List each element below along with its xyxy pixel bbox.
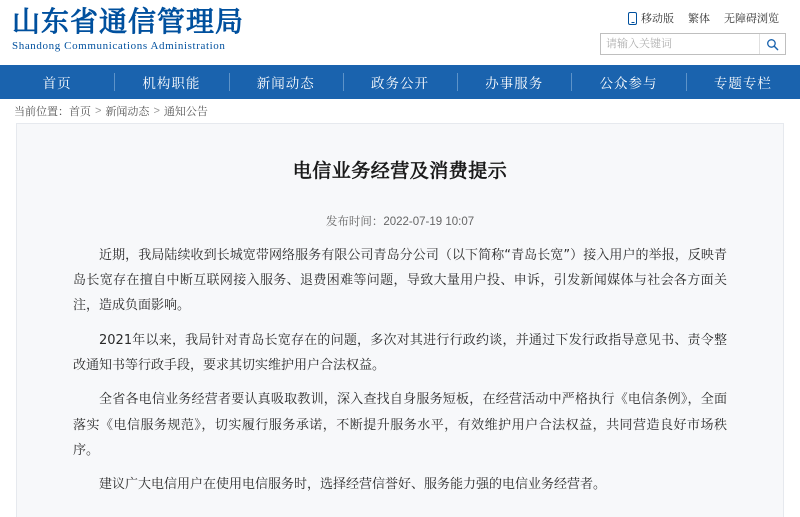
search-button[interactable] bbox=[759, 34, 785, 54]
breadcrumb-item-announcements[interactable]: 通知公告 bbox=[163, 106, 208, 118]
breadcrumb-prefix: 当前位置： bbox=[14, 106, 69, 118]
nav-item-public-participation-label: 公众参与 bbox=[599, 76, 658, 92]
top-link-accessibility[interactable] bbox=[717, 10, 786, 26]
nav-item-government-disclosure-label: 政务公开 bbox=[370, 76, 429, 92]
breadcrumb bbox=[0, 99, 800, 123]
search-input[interactable] bbox=[601, 34, 759, 54]
nav-item-organization[interactable] bbox=[114, 65, 228, 99]
nav-item-news[interactable] bbox=[229, 65, 343, 99]
nav-item-home-label: 首页 bbox=[42, 76, 72, 92]
article-paragraph: 2021年以来，我局针对青岛长宽存在的问题，多次对其进行行政约谈，并通过下发行政指导意见书、责令整改通知书等行政手段，要求其切实维护用户合法权益。 bbox=[73, 332, 727, 373]
article-card bbox=[16, 123, 784, 517]
search-icon bbox=[766, 38, 779, 51]
site-logo[interactable] bbox=[12, 6, 244, 52]
top-link-mobile[interactable] bbox=[621, 10, 681, 26]
nav-item-special-topics[interactable] bbox=[686, 65, 800, 99]
site-title-en: Shandong Communications Administration bbox=[12, 40, 226, 53]
article-paragraph: 建议广大电信用户在使用电信服务时，选择经营信誉好、服务能力强的电信业务经营者。 bbox=[99, 477, 607, 493]
nav-item-public-participation[interactable] bbox=[571, 65, 685, 99]
nav-item-special-topics-label: 专题专栏 bbox=[713, 76, 772, 92]
breadcrumb-item-home[interactable]: 首页 bbox=[69, 106, 91, 118]
breadcrumb-item-news[interactable]: 新闻动态 bbox=[105, 106, 150, 118]
site-title-cn: 山东省通信管理局 bbox=[12, 5, 245, 38]
breadcrumb-separator-2: > bbox=[153, 105, 160, 117]
page-title: 电信业务经营及消费提示 bbox=[292, 160, 508, 182]
article-body bbox=[73, 243, 727, 498]
nav-item-news-label: 新闻动态 bbox=[256, 76, 315, 92]
breadcrumb-separator-1: > bbox=[95, 105, 102, 117]
top-link-traditional[interactable] bbox=[681, 10, 717, 26]
top-link-accessibility-label: 无障碍浏览 bbox=[724, 13, 779, 25]
top-link-traditional-label: 繁体 bbox=[688, 13, 710, 25]
site-header bbox=[0, 0, 800, 65]
article-paragraph: 近期，我局陆续收到长城宽带网络服务有限公司青岛分公司（以下简称“青岛长宽”）接入用户的举报，反映青岛长宽存在擅自中断互联网接入服务、退费困难等问题，导致大量用户投、申诉，引发新闻媒体与社会各方面关注，造成负面影响。 bbox=[73, 247, 727, 314]
header-utility-area bbox=[600, 6, 786, 55]
top-links bbox=[621, 10, 786, 26]
nav-item-services-label: 办事服务 bbox=[485, 76, 544, 92]
nav-item-home[interactable] bbox=[0, 65, 114, 99]
nav-item-organization-label: 机构职能 bbox=[142, 76, 201, 92]
nav-item-services[interactable] bbox=[457, 65, 571, 99]
main-navigation bbox=[0, 65, 800, 99]
mobile-phone-icon bbox=[628, 12, 637, 25]
search-box[interactable] bbox=[600, 33, 786, 55]
content-wrapper bbox=[0, 123, 800, 517]
article-paragraph: 全省各电信业务经营者要认真吸取教训，深入查找自身服务短板，在经营活动中严格执行《电信条例》，全面落实《电信服务规范》，切实履行服务承诺，不断提升服务水平，有效维护用户合法权益，共同营造良好市场秩序。 bbox=[73, 392, 727, 458]
nav-item-government-disclosure[interactable] bbox=[343, 65, 457, 99]
publish-time: 发布时间：2022-07-19 10:07 bbox=[325, 215, 475, 228]
top-link-mobile-label: 移动版 bbox=[641, 13, 674, 25]
